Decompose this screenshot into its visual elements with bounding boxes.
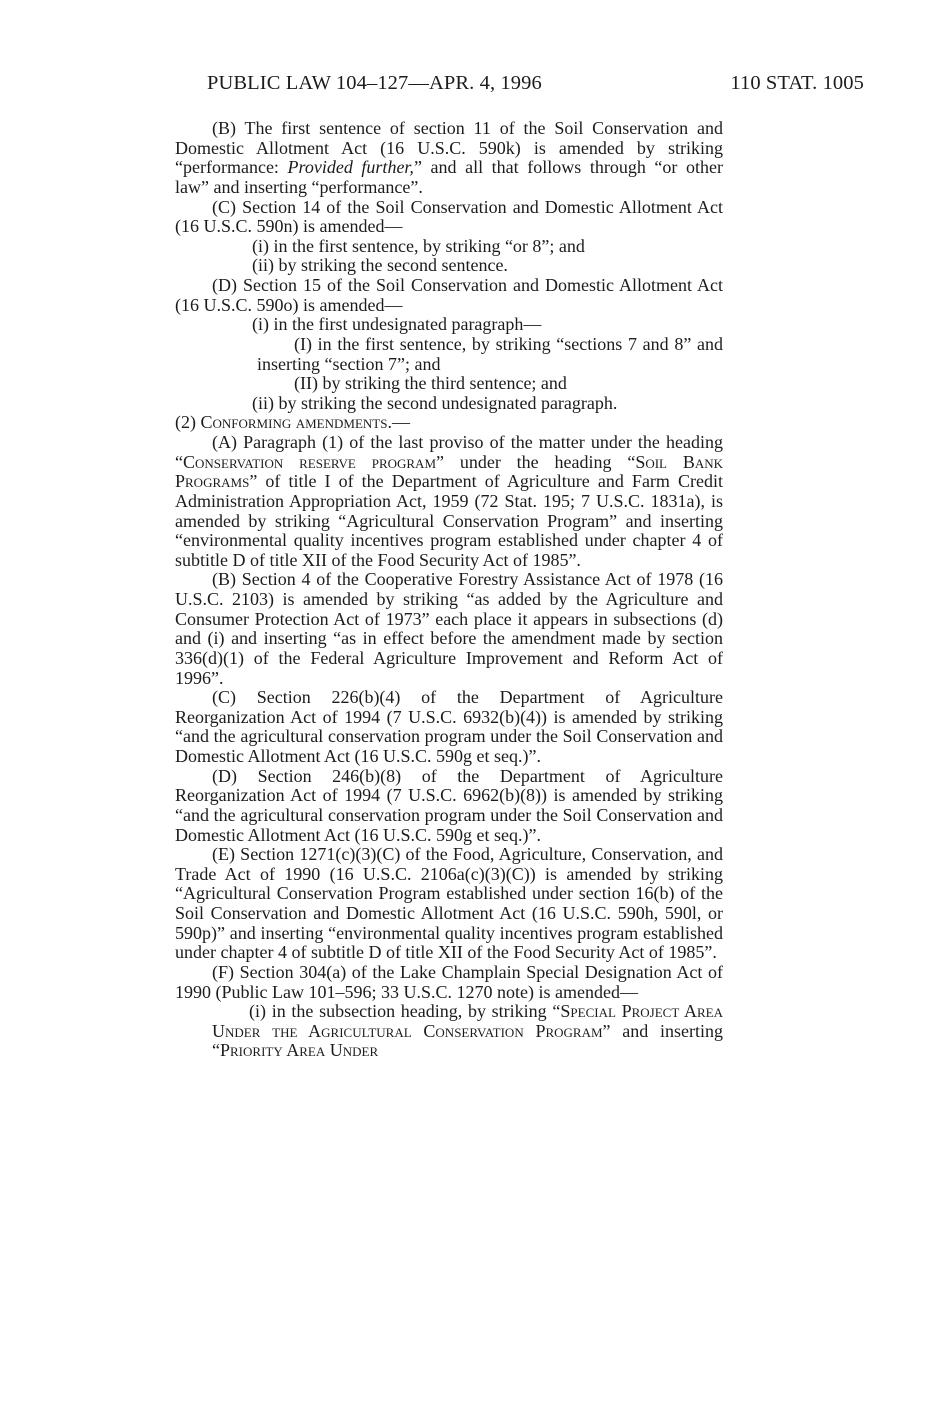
- paragraph-d-reorganization-246: (D) Section 246(b)(8) of the Department of Agriculture Reorganization Act of 1994 (7 U.S.C. 6962(b)(8)) is amended by striking “and the agricultural conservation program under the Soil Conservation and Domestic Allotment Act (16 U.S.C. 590g et seq.)”.: [175, 765, 723, 845]
- paragraph-e-food-agriculture-act: (E) Section 1271(c)(3)(C) of the Food, Agriculture, Conservation, and Trade Act of 1990 (16 U.S.C. 2106a(c)(3)(C)) is amended by striking “Agricultural Conservation Program established under section 16(b) of the Soil Conservation and Domestic Allotment Act (16 U.S.C. 590h, 590l, or 590p)” and inserting “environmental quality incentives program established under chapter 4 of subtitle D of title XII of the Food Security Act of 1985”.: [175, 844, 723, 963]
- paragraph-b-soil-conservation: (B) The first sentence of section 11 of the Soil Conservation and Domestic Allotment Act (16 U.S.C. 590k) is amended by striking “performance: Provided further,” and all that follows through “or other law” and inserting “performance”.: [175, 118, 723, 197]
- running-header: [207, 70, 864, 96]
- paragraph-c-section-14: (C) Section 14 of the Soil Conservation and Domestic Allotment Act (16 U.S.C. 590n) is amended—: [175, 196, 723, 237]
- clause-ii-second-sentence: (ii) by striking the second sentence.: [252, 255, 508, 276]
- paragraph-b-forestry-act: (B) Section 4 of the Cooperative Forestry Assistance Act of 1978 (16 U.S.C. 2103) is amended by striking “as added by the Agriculture and Consumer Protection Act of 1973” each place it appears in subsections (d) and (i) and inserting “as in effect before the amendment made by section 336(d)(1) of the Federal Agriculture Improvement and Reform Act of 1996”.: [175, 569, 723, 688]
- header-title: PUBLIC LAW 104–127—APR. 4, 1996: [207, 72, 542, 94]
- clause-i-first-sentence: (i) in the first sentence, by striking “or 8”; and: [252, 235, 585, 256]
- paragraph-d-section-15: (D) Section 15 of the Soil Conservation and Domestic Allotment Act (16 U.S.C. 590o) is amended—: [175, 275, 723, 315]
- clause-ii-undesignated-paragraph: (ii) by striking the second undesignated paragraph.: [252, 392, 618, 413]
- header-page-ref: 110 STAT. 1005: [730, 72, 864, 94]
- paragraph-c-reorganization-226: (C) Section 226(b)(4) of the Department of Agriculture Reorganization Act of 1994 (7 U.S.C. 6932(b)(4)) is amended by striking “and the agricultural conservation program under the Soil Conservation and Domestic Allotment Act (16 U.S.C. 590g et seq.)”.: [175, 687, 723, 766]
- clause-i-undesignated-paragraph: (i) in the first undesignated paragraph—: [252, 314, 542, 335]
- conforming-amendments-heading: (2) Conforming amendments.—: [175, 412, 410, 433]
- paragraph-a-appropriation-act: (A) Paragraph (1) of the last proviso of the matter under the heading “Conservation reserve program” under the heading “Soil Bank Programs” of title I of the Department of Agriculture and Farm Credit Administration Appropriation Act, 1959 (72 Stat. 195; 7 U.S.C. 1831a), is amended by striking “Agricultural Conservation Program” and inserting “environmental quality incentives program established under chapter 4 of subtitle D of title XII of the Food Security Act of 1985”.: [175, 432, 724, 570]
- subclause-i-sections: (I) in the first sentence, by striking “sections 7 and 8” and inserting “section 7”; and: [257, 333, 723, 374]
- clause-i-subsection-heading: (i) in the subsection heading, by striking “Special Project Area Under the Agricultural Conservation Program” and inserting “Priority Area Under: [212, 1001, 723, 1061]
- statute-text: [175, 119, 723, 1061]
- paragraph-f-lake-champlain: (F) Section 304(a) of the Lake Champlain Special Designation Act of 1990 (Public Law 101–596; 33 U.S.C. 1270 note) is amended—: [175, 961, 723, 1002]
- subclause-ii-third-sentence: (II) by striking the third sentence; and: [294, 373, 567, 394]
